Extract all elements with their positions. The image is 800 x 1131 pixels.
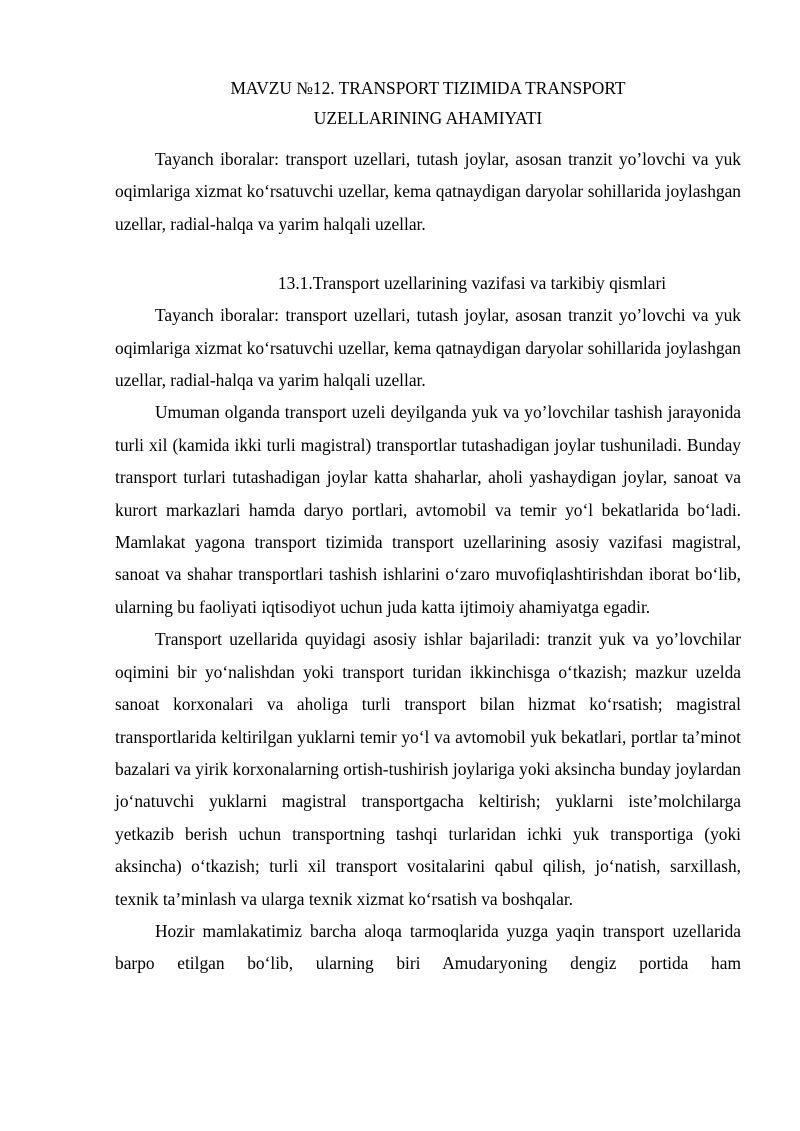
document-title	[115, 73, 741, 133]
document-body	[115, 73, 741, 980]
body-paragraph-2: Transport uzellarida quyidagi asosiy ishlar bajariladi: tranzit yuk va yo’lovchilar oqimini bir yo‘nalishdan yoki transport turidan ikkinchisga o‘tkazish; mazkur uzelda sanoat korxonalari va aholiga turli transport bilan hizmat ko‘rsatish; magistral transportlarida keltirilgan yuklarni temir yo‘l va avtomobil yuk bekatlari, portlar ta’minot bazalari va yirik korxonalarning ortish-tushirish joylariga yoki aksincha bunday joylardan jo‘natuvchi yuklarni magistral transportgacha keltirish; yuklarni iste’molchilarga yetkazib berish uchun transportning tashqi turlaridan ichki yuk transportiga (yoki aksincha) o‘tkazish; turli xil transport vositalarini qabul qilish, jo‘natish, sarxillash, texnik ta’minlash va ularga texnik xizmat ko‘rsatish va boshqalar.	[115, 629, 741, 909]
title-line-2: UZELLARINING AHAMIYATI	[313, 108, 543, 128]
body-paragraph-3: Hozir mamlakatimiz barcha aloqa tarmoqlarida yuzga yaqin transport uzellarida barpo etilgan bo‘lib, ularning biri Amudaryoning dengiz portida ham	[115, 920, 741, 974]
title-line-1: MAVZU №12. TRANSPORT TIZIMIDA TRANSPORT	[230, 78, 626, 98]
keywords-paragraph-2: Tayanch iboralar: transport uzellari, tutash joylar, asosan tranzit yo’lovchi va yuk oqimlariga xizmat ko‘rsatuvchi uzellar, kema qatnaydigan daryolar sohillarida joylashgan uzellar, radial-halqa va yarim halqali uzellar.	[115, 305, 741, 391]
body-paragraph-1: Umuman olganda transport uzeli deyilganda yuk va yo’lovchilar tashish jarayonida turli xil (kamida ikki turli magistral) transportlar tutashadigan joylar tushuniladi. Bunday transport turlari tutashadigan joylar katta shaharlar, aholi yashaydigan joylar, sanoat va kurort markazlari hamda daryo portlari, avtomobil va temir yo‘l bekatlarida bo‘ladi. Mamlakat yagona transport tizimida transport uzellarining asosiy vazifasi magistral, sanoat va shahar transportlari tashish ishlarini o‘zaro muvofiqlashtirishdan iborat bo‘lib, ularning bu faoliyati iqtisodiyot uchun juda katta ijtimoiy ahamiyatga egadir.	[115, 402, 741, 617]
section-heading: 13.1.Transport uzellarining vazifasi va tarkibiy qismlari	[277, 273, 667, 294]
keywords-paragraph-1: Tayanch iboralar: transport uzellari, tutash joylar, asosan tranzit yo’lovchi va yuk oqimlariga xizmat ko‘rsatuvchi uzellar, kema qatnaydigan daryolar sohillarida joylashgan uzellar, radial-halqa va yarim halqali uzellar.	[115, 149, 741, 234]
